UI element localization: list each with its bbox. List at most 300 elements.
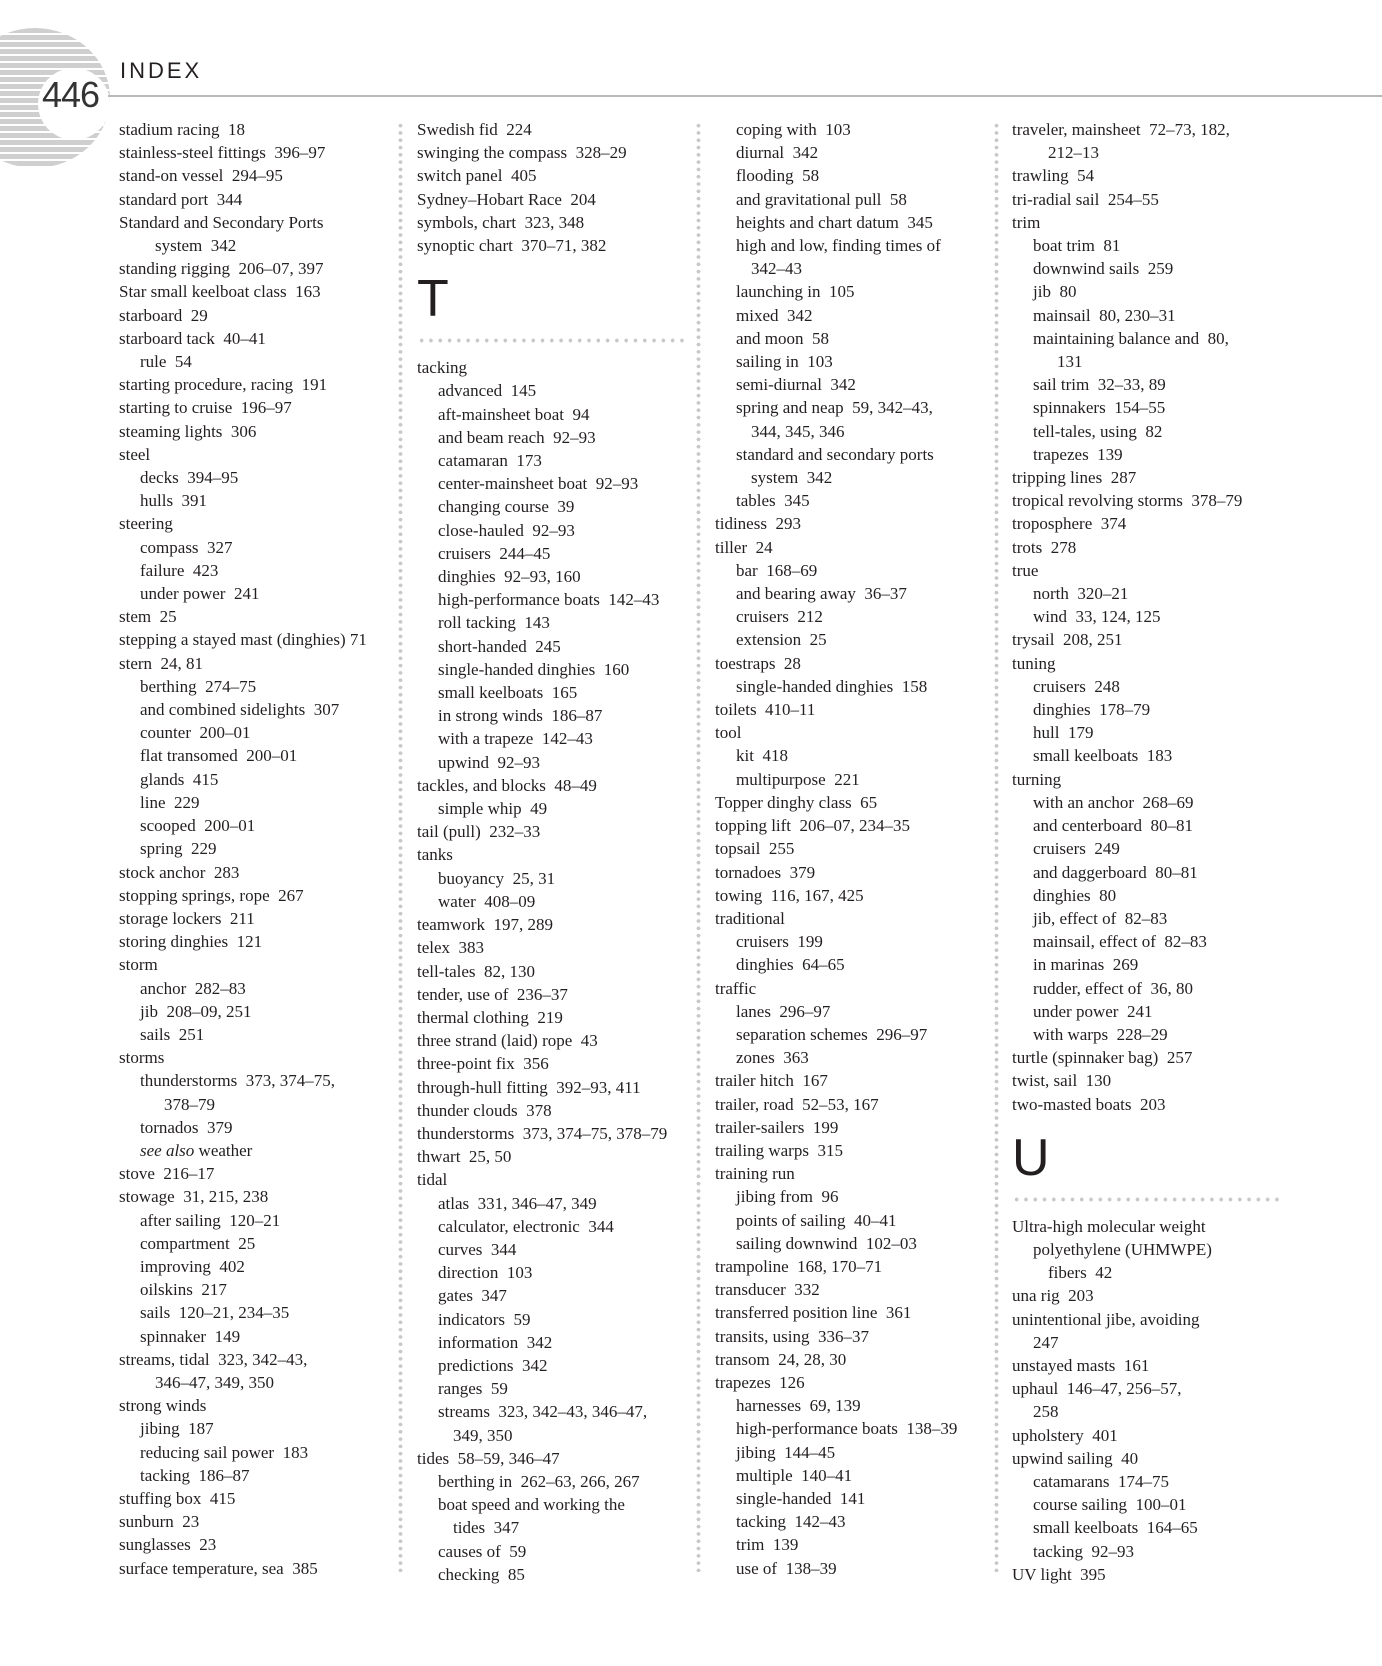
index-column-3 bbox=[715, 118, 995, 1580]
index-subentry bbox=[417, 403, 697, 426]
index-subentry bbox=[715, 744, 995, 767]
index-subentry bbox=[715, 118, 995, 141]
entry-text: small keelboats 183 bbox=[1033, 746, 1173, 766]
index-subentry bbox=[417, 1377, 697, 1400]
entry-text: tri-radial sail 254–55 bbox=[1012, 189, 1159, 209]
index-subentry bbox=[1012, 1540, 1292, 1563]
entry-text: tornados 379 bbox=[140, 1117, 233, 1137]
index-entry bbox=[119, 443, 399, 466]
entry-text: counter 200–01 bbox=[140, 723, 251, 743]
entry-text: strong winds bbox=[119, 1396, 207, 1416]
entry-text: unstayed masts 161 bbox=[1012, 1355, 1150, 1375]
entry-text: UV light 395 bbox=[1012, 1564, 1106, 1584]
entry-text: training run bbox=[715, 1164, 795, 1184]
entry-text: streams 323, 342–43, 346–47, bbox=[438, 1402, 648, 1422]
entry-text: thunder clouds 378 bbox=[417, 1100, 552, 1120]
index-subentry bbox=[417, 542, 697, 565]
entry-text: maintaining balance and 80, bbox=[1033, 328, 1229, 348]
entry-text: single-handed dinghies 158 bbox=[736, 676, 928, 696]
entry-text: semi-diurnal 342 bbox=[736, 375, 856, 395]
index-subentry bbox=[417, 1261, 697, 1284]
entry-text: transducer 332 bbox=[715, 1280, 820, 1300]
entry-text: catamaran 173 bbox=[438, 451, 542, 471]
index-entry bbox=[1012, 1377, 1292, 1400]
index-subentry bbox=[715, 1046, 995, 1069]
index-subentry bbox=[715, 188, 995, 211]
index-subentry bbox=[1012, 698, 1292, 721]
entry-text: cruisers 248 bbox=[1033, 676, 1120, 696]
entry-text: tacking bbox=[417, 358, 468, 378]
index-entry bbox=[715, 814, 995, 837]
index-subentry bbox=[119, 1139, 399, 1162]
index-entry bbox=[1012, 211, 1292, 234]
index-subentry bbox=[1012, 1023, 1292, 1046]
index-subentry bbox=[119, 559, 399, 582]
index-subentry bbox=[715, 582, 995, 605]
index-subentry bbox=[417, 1540, 697, 1563]
index-subentry bbox=[119, 1116, 399, 1139]
index-entry bbox=[119, 861, 399, 884]
index-entry-continuation bbox=[119, 1093, 399, 1116]
entry-text: coping with 103 bbox=[736, 120, 851, 139]
index-subentry bbox=[1012, 257, 1292, 280]
entry-text: troposphere 374 bbox=[1012, 514, 1127, 534]
entry-text: rule 54 bbox=[140, 352, 192, 372]
index-entry bbox=[417, 1029, 697, 1052]
entry-text: two-masted boats 203 bbox=[1012, 1094, 1166, 1114]
entry-text: cruisers 249 bbox=[1033, 839, 1120, 859]
index-subentry bbox=[119, 1278, 399, 1301]
entry-text: boat trim 81 bbox=[1033, 236, 1121, 256]
entry-text: Swedish fid 224 bbox=[417, 120, 532, 139]
entry-text: sailing downwind 102–03 bbox=[736, 1233, 917, 1253]
index-subentry bbox=[119, 698, 399, 721]
entry-text: single-handed dinghies 160 bbox=[438, 659, 630, 679]
index-subentry bbox=[1012, 907, 1292, 930]
entry-text: stand-on vessel 294–95 bbox=[119, 166, 283, 186]
entry-text: high-performance boats 138–39 bbox=[736, 1419, 958, 1439]
entry-text: reducing sail power 183 bbox=[140, 1442, 309, 1462]
index-entry bbox=[1012, 768, 1292, 791]
index-entry bbox=[119, 512, 399, 535]
index-subentry bbox=[1012, 744, 1292, 767]
entry-text: simple whip 49 bbox=[438, 799, 548, 819]
entry-text: jib 208–09, 251 bbox=[140, 1001, 252, 1021]
entry-text: spring and neap 59, 342–43, bbox=[736, 398, 933, 418]
entry-text: tanks bbox=[417, 845, 453, 865]
entry-text: Topper dinghy class 65 bbox=[715, 792, 878, 812]
index-subentry bbox=[1012, 605, 1292, 628]
entry-text: scooped 200–01 bbox=[140, 816, 256, 836]
entry-text: storms bbox=[119, 1048, 165, 1068]
index-entry bbox=[119, 953, 399, 976]
index-entry bbox=[119, 1394, 399, 1417]
entry-text: calculator, electronic 344 bbox=[438, 1216, 614, 1236]
entry-text: water 408–09 bbox=[438, 891, 536, 911]
entry-text: storing dinghies 121 bbox=[119, 932, 263, 952]
index-subentry bbox=[1012, 1516, 1292, 1539]
entry-text: telex 383 bbox=[417, 938, 485, 958]
entry-text: una rig 203 bbox=[1012, 1286, 1094, 1306]
index-subentry bbox=[119, 1232, 399, 1255]
entry-text: jib 80 bbox=[1033, 282, 1077, 302]
index-entry-continuation bbox=[715, 257, 995, 280]
entry-text: information 342 bbox=[438, 1332, 553, 1352]
entry-text: causes of 59 bbox=[438, 1541, 527, 1561]
entry-text: trim bbox=[1012, 212, 1041, 232]
index-entry bbox=[715, 861, 995, 884]
index-entry bbox=[715, 977, 995, 1000]
index-entry bbox=[119, 930, 399, 953]
entry-text: with a trapeze 142–43 bbox=[438, 729, 593, 749]
index-entry bbox=[715, 1093, 995, 1116]
index-entry bbox=[1012, 536, 1292, 559]
entry-text: sailing in 103 bbox=[736, 352, 833, 372]
index-subentry bbox=[715, 1000, 995, 1023]
entry-text: steering bbox=[119, 514, 173, 534]
entry-text: thwart 25, 50 bbox=[417, 1147, 512, 1167]
index-entry bbox=[417, 1122, 697, 1145]
entry-text: topping lift 206–07, 234–35 bbox=[715, 816, 911, 836]
index-subentry bbox=[417, 658, 697, 681]
index-entry bbox=[417, 356, 697, 379]
index-subentry bbox=[1012, 1470, 1292, 1493]
entry-text: trots 278 bbox=[1012, 537, 1077, 557]
entry-text: tackles, and blocks 48–49 bbox=[417, 775, 597, 795]
entry-text: tiller 24 bbox=[715, 537, 773, 557]
index-entry bbox=[119, 1348, 399, 1371]
index-subentry bbox=[417, 1238, 697, 1261]
entry-text: heights and chart datum 345 bbox=[736, 212, 933, 232]
entry-text: weather bbox=[198, 1140, 253, 1160]
index-entry bbox=[715, 791, 995, 814]
entry-text: tidal bbox=[417, 1170, 448, 1190]
index-entry bbox=[715, 512, 995, 535]
index-subentry bbox=[1012, 1493, 1292, 1516]
index-subentry bbox=[417, 751, 697, 774]
index-entry bbox=[1012, 628, 1292, 651]
entry-text: course sailing 100–01 bbox=[1033, 1495, 1187, 1515]
entry-text: trampoline 168, 170–71 bbox=[715, 1256, 883, 1276]
entry-text: trailer, road 52–53, 167 bbox=[715, 1094, 879, 1114]
entry-text: unintentional jibe, avoiding bbox=[1012, 1309, 1200, 1329]
index-subentry bbox=[715, 396, 995, 419]
index-subentry bbox=[1012, 1000, 1292, 1023]
index-subentry bbox=[417, 588, 697, 611]
entry-text: tacking 186–87 bbox=[140, 1465, 250, 1485]
index-entry bbox=[1012, 1046, 1292, 1069]
entry-text: 349, 350 bbox=[453, 1425, 513, 1445]
index-subentry bbox=[715, 1557, 995, 1580]
entry-text: trim 139 bbox=[736, 1535, 799, 1555]
index-subentry bbox=[417, 379, 697, 402]
entry-text: curves 344 bbox=[438, 1239, 517, 1259]
entry-text: thunderstorms 373, 374–75, 378–79 bbox=[417, 1123, 668, 1143]
index-subentry bbox=[715, 1487, 995, 1510]
index-entry-continuation bbox=[715, 466, 995, 489]
index-entry bbox=[119, 1487, 399, 1510]
index-entry bbox=[417, 843, 697, 866]
entry-text: with warps 228–29 bbox=[1033, 1024, 1168, 1044]
index-entry-continuation bbox=[715, 420, 995, 443]
entry-text: in marinas 269 bbox=[1033, 955, 1139, 975]
entry-text: atlas 331, 346–47, 349 bbox=[438, 1193, 597, 1213]
index-subentry bbox=[417, 681, 697, 704]
entry-text: spring 229 bbox=[140, 839, 217, 859]
index-subentry bbox=[119, 837, 399, 860]
entry-text: launching in 105 bbox=[736, 282, 855, 302]
index-subentry bbox=[417, 495, 697, 518]
entry-text: starting procedure, racing 191 bbox=[119, 375, 328, 395]
index-entry bbox=[119, 1162, 399, 1185]
index-entry bbox=[119, 420, 399, 443]
index-subentry bbox=[417, 1284, 697, 1307]
index-subentry bbox=[1012, 930, 1292, 953]
index-subentry bbox=[715, 1533, 995, 1556]
index-subentry bbox=[715, 373, 995, 396]
entry-text: system 342 bbox=[155, 236, 237, 256]
entry-text: tuning bbox=[1012, 653, 1056, 673]
index-subentry bbox=[715, 605, 995, 628]
entry-text: dinghies 80 bbox=[1033, 885, 1117, 905]
index-entry bbox=[1012, 1447, 1292, 1470]
index-subentry bbox=[119, 1000, 399, 1023]
entry-text: through-hull fitting 392–93, 411 bbox=[417, 1077, 641, 1097]
entry-text: stem 25 bbox=[119, 607, 177, 627]
index-subentry bbox=[417, 1400, 697, 1423]
index-entry bbox=[1012, 1069, 1292, 1092]
index-subentry bbox=[417, 1331, 697, 1354]
index-subentry bbox=[1012, 675, 1292, 698]
entry-text: compartment 25 bbox=[140, 1233, 256, 1253]
entry-text: buoyancy 25, 31 bbox=[438, 868, 556, 888]
index-entry bbox=[119, 280, 399, 303]
index-entry bbox=[119, 373, 399, 396]
entry-text: standard and secondary ports bbox=[736, 444, 934, 464]
entry-text: and bearing away 36–37 bbox=[736, 584, 907, 604]
entry-text: separation schemes 296–97 bbox=[736, 1024, 928, 1044]
entry-text: spinnaker 149 bbox=[140, 1326, 241, 1346]
entry-text: downwind sails 259 bbox=[1033, 259, 1174, 279]
entry-text: tides 347 bbox=[453, 1518, 520, 1538]
index-entry bbox=[715, 1325, 995, 1348]
index-subentry bbox=[417, 449, 697, 472]
index-subentry bbox=[1012, 884, 1292, 907]
index-entry bbox=[715, 1301, 995, 1324]
entry-text: system 342 bbox=[751, 468, 833, 488]
index-subentry bbox=[1012, 953, 1292, 976]
entry-text: small keelboats 165 bbox=[438, 683, 578, 703]
index-subentry bbox=[119, 791, 399, 814]
index-entry bbox=[1012, 489, 1292, 512]
entry-text: stock anchor 283 bbox=[119, 862, 240, 882]
entry-text: jibing 187 bbox=[140, 1419, 214, 1439]
index-subentry bbox=[715, 559, 995, 582]
index-entry bbox=[119, 257, 399, 280]
index-entry bbox=[1012, 164, 1292, 187]
entry-text: dinghies 64–65 bbox=[736, 955, 845, 975]
index-entry bbox=[1012, 118, 1292, 141]
index-entry bbox=[119, 1510, 399, 1533]
index-subentry bbox=[417, 519, 697, 542]
entry-text: lanes 296–97 bbox=[736, 1001, 831, 1021]
entry-text: zones 363 bbox=[736, 1048, 809, 1068]
index-entry bbox=[1012, 512, 1292, 535]
entry-text: stuffing box 415 bbox=[119, 1488, 236, 1508]
entry-text: center-mainsheet boat 92–93 bbox=[438, 474, 639, 494]
index-entry bbox=[119, 1046, 399, 1069]
index-entry-continuation bbox=[119, 234, 399, 257]
index-subentry bbox=[715, 350, 995, 373]
index-subentry bbox=[119, 1301, 399, 1324]
index-subentry bbox=[119, 814, 399, 837]
entry-text: mainsail, effect of 82–83 bbox=[1033, 932, 1207, 952]
index-entry bbox=[1012, 1093, 1292, 1116]
entry-text: failure 423 bbox=[140, 560, 219, 580]
index-entry bbox=[119, 1533, 399, 1556]
entry-text: trawling 54 bbox=[1012, 166, 1095, 186]
index-subentry bbox=[715, 675, 995, 698]
entry-text: stainless-steel fittings 396–97 bbox=[119, 143, 326, 163]
index-subentry bbox=[715, 768, 995, 791]
entry-text: tripping lines 287 bbox=[1012, 468, 1137, 488]
index-entry bbox=[417, 234, 697, 257]
index-subentry bbox=[1012, 837, 1292, 860]
index-entry bbox=[417, 1168, 697, 1191]
entry-text: flat transomed 200–01 bbox=[140, 746, 298, 766]
entry-text: tornadoes 379 bbox=[715, 862, 816, 882]
entry-text: roll tacking 143 bbox=[438, 613, 550, 633]
index-subentry bbox=[715, 164, 995, 187]
entry-text: tropical revolving storms 378–79 bbox=[1012, 491, 1243, 511]
entry-text: trailer-sailers 199 bbox=[715, 1117, 839, 1137]
entry-text: trysail 208, 251 bbox=[1012, 630, 1123, 650]
entry-text: rudder, effect of 36, 80 bbox=[1033, 978, 1193, 998]
entry-text: small keelboats 164–65 bbox=[1033, 1518, 1198, 1538]
index-entry bbox=[417, 913, 697, 936]
entry-text: 342–43 bbox=[751, 259, 802, 279]
index-entry bbox=[119, 628, 399, 651]
index-subentry bbox=[1012, 721, 1292, 744]
entry-text: and moon 58 bbox=[736, 328, 830, 348]
entry-text: upwind sailing 40 bbox=[1012, 1448, 1139, 1468]
index-subentry bbox=[715, 141, 995, 164]
index-subentry bbox=[417, 1354, 697, 1377]
entry-text: sunglasses 23 bbox=[119, 1535, 217, 1555]
index-entry bbox=[417, 1099, 697, 1122]
entry-text: three strand (laid) rope 43 bbox=[417, 1031, 598, 1051]
entry-text: starboard 29 bbox=[119, 305, 208, 325]
entry-text: multiple 140–41 bbox=[736, 1465, 853, 1485]
index-subentry bbox=[119, 768, 399, 791]
index-entry bbox=[417, 936, 697, 959]
index-subentry bbox=[119, 1069, 399, 1092]
index-subentry bbox=[1012, 396, 1292, 419]
entry-text: 212–13 bbox=[1048, 143, 1099, 163]
entry-text: tides 58–59, 346–47 bbox=[417, 1448, 560, 1468]
entry-text: tables 345 bbox=[736, 491, 810, 511]
index-entry bbox=[715, 1278, 995, 1301]
entry-text: compass 327 bbox=[140, 537, 233, 557]
section-dotted-rule bbox=[1012, 1196, 1282, 1203]
entry-text: toestraps 28 bbox=[715, 653, 801, 673]
index-entry bbox=[715, 1371, 995, 1394]
index-entry bbox=[417, 1145, 697, 1168]
entry-text: storm bbox=[119, 955, 158, 975]
entry-text: symbols, chart 323, 348 bbox=[417, 212, 585, 232]
index-entry bbox=[1012, 466, 1292, 489]
index-subentry bbox=[417, 635, 697, 658]
index-subentry bbox=[119, 350, 399, 373]
entry-text: under power 241 bbox=[140, 584, 260, 604]
index-entry bbox=[715, 652, 995, 675]
entry-text: stowage 31, 215, 238 bbox=[119, 1187, 269, 1207]
index-subentry bbox=[417, 704, 697, 727]
index-subentry bbox=[119, 1255, 399, 1278]
index-subentry bbox=[715, 489, 995, 512]
index-subentry bbox=[1012, 443, 1292, 466]
index-entry-continuation bbox=[1012, 141, 1292, 164]
entry-text: harnesses 69, 139 bbox=[736, 1396, 861, 1416]
index-entry bbox=[119, 211, 399, 234]
index-column-4 bbox=[1012, 118, 1292, 1586]
entry-text: line 229 bbox=[140, 792, 200, 812]
entry-text: and combined sidelights 307 bbox=[140, 700, 340, 720]
entry-text: fibers 42 bbox=[1048, 1263, 1113, 1283]
page-number: 446 bbox=[42, 74, 100, 115]
entry-text: jib, effect of 82–83 bbox=[1033, 908, 1168, 928]
entry-text: tidiness 293 bbox=[715, 514, 801, 534]
index-entry bbox=[119, 396, 399, 419]
entry-text: 131 bbox=[1057, 352, 1083, 372]
entry-text: uphaul 146–47, 256–57, bbox=[1012, 1379, 1182, 1399]
entry-text: use of 138–39 bbox=[736, 1558, 837, 1578]
index-subentry bbox=[1012, 420, 1292, 443]
index-subentry bbox=[119, 977, 399, 1000]
entry-text: 378–79 bbox=[164, 1094, 215, 1114]
entry-text: jibing 144–45 bbox=[736, 1442, 836, 1462]
index-subentry bbox=[119, 1023, 399, 1046]
entry-text: sail trim 32–33, 89 bbox=[1033, 375, 1166, 395]
index-entry bbox=[417, 211, 697, 234]
index-entry bbox=[119, 327, 399, 350]
entry-text: bar 168–69 bbox=[736, 560, 818, 580]
index-subentry bbox=[417, 472, 697, 495]
index-subentry bbox=[1012, 304, 1292, 327]
index-entry bbox=[715, 698, 995, 721]
entry-text: spinnakers 154–55 bbox=[1033, 398, 1166, 418]
entry-text: turning bbox=[1012, 769, 1062, 789]
entry-text: transits, using 336–37 bbox=[715, 1326, 869, 1346]
entry-text: tacking 142–43 bbox=[736, 1512, 846, 1532]
index-subentry bbox=[715, 304, 995, 327]
index-subentry bbox=[417, 1493, 697, 1516]
entry-text: jibing from 96 bbox=[736, 1187, 839, 1207]
index-entry bbox=[417, 1076, 697, 1099]
entry-text: transferred position line 361 bbox=[715, 1303, 912, 1323]
entry-text: berthing in 262–63, 266, 267 bbox=[438, 1471, 640, 1491]
entry-text: decks 394–95 bbox=[140, 468, 239, 488]
section-letter-heading: U bbox=[1012, 1128, 1050, 1187]
entry-text: polyethylene (UHMWPE) bbox=[1033, 1239, 1212, 1259]
entry-text: mixed 342 bbox=[736, 305, 813, 325]
index-subentry bbox=[417, 426, 697, 449]
index-subentry bbox=[715, 1394, 995, 1417]
index-subentry bbox=[417, 1215, 697, 1238]
index-entry bbox=[715, 884, 995, 907]
index-subentry bbox=[119, 1464, 399, 1487]
entry-text: turtle (spinnaker bag) 257 bbox=[1012, 1048, 1193, 1068]
